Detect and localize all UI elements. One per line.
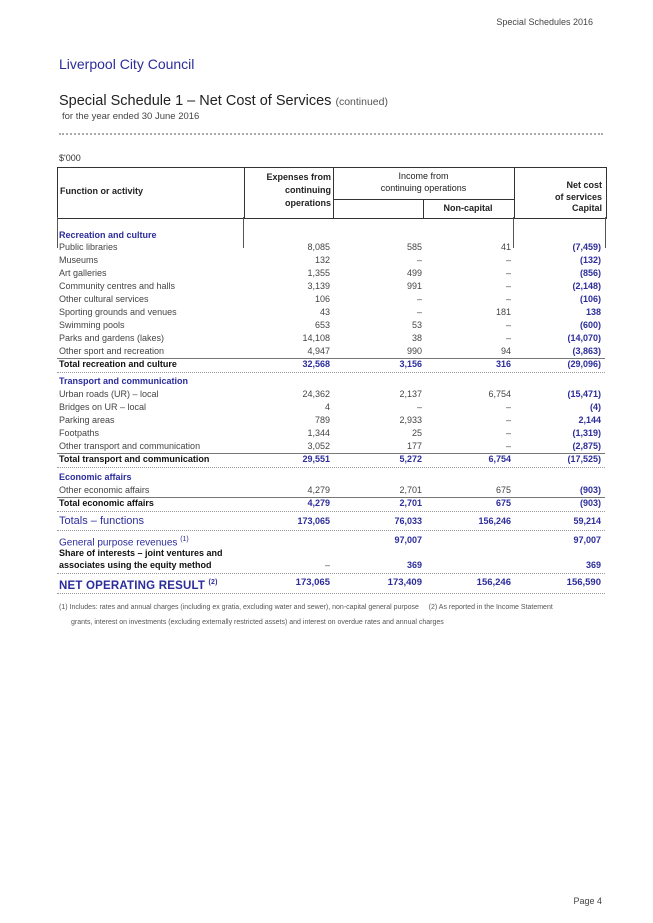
cell-expenses: 43 — [319, 307, 330, 317]
cell-expenses: 132 — [314, 255, 330, 265]
cell-expenses: 8,085 — [307, 242, 330, 252]
footnote-ref: (1) — [180, 536, 189, 543]
cell-expenses: 4 — [324, 402, 330, 412]
totals-functions-label: Totals – functions — [59, 515, 144, 527]
cell-net-cost: 2,144 — [578, 415, 601, 425]
divider — [59, 133, 603, 135]
cell-capital: – — [505, 294, 511, 304]
total-row — [57, 453, 605, 466]
section-divider — [57, 511, 605, 512]
cell-net-cost: 369 — [585, 560, 601, 570]
cell-non-capital: – — [416, 307, 422, 317]
total-label: Total recreation and culture — [59, 359, 177, 369]
cell-expenses: 4,947 — [307, 346, 330, 356]
cell-expenses: 106 — [314, 294, 330, 304]
table-header — [57, 167, 607, 219]
cell-capital: – — [505, 428, 511, 438]
cell-non-capital: 97,007 — [394, 535, 422, 545]
cell-net-cost: 156,590 — [566, 577, 601, 588]
cell-capital: 94 — [500, 346, 511, 356]
cell-expenses: 1,344 — [307, 428, 330, 438]
section-title-text: Transport and communication — [59, 376, 189, 386]
cell-non-capital: 585 — [406, 242, 422, 252]
table-row — [57, 293, 605, 306]
schedule-subtitle: for the year ended 30 June 2016 — [62, 111, 200, 122]
cell-expenses: 789 — [314, 415, 330, 425]
net-result-text: NET OPERATING RESULT — [59, 579, 206, 592]
row-label: Other sport and recreation — [59, 346, 165, 356]
cell-non-capital: 2,933 — [399, 415, 422, 425]
cell-non-capital: 991 — [406, 281, 422, 291]
council-name: Liverpool City Council — [59, 56, 195, 72]
col-divider — [514, 168, 515, 218]
section-divider — [57, 372, 605, 373]
cell-expenses: – — [324, 560, 330, 570]
cell-net-cost: 59,214 — [573, 516, 601, 526]
footnote-1-continued: grants, interest on investments (excluding externally restricted assets) and interest on overdue rates and annual charges — [71, 619, 444, 626]
cell-net-cost: (17,525) — [567, 454, 601, 464]
cell-expenses: 173,065 — [297, 516, 330, 526]
total-label: Total transport and communication — [59, 454, 210, 464]
cell-expenses: 173,065 — [295, 577, 330, 588]
table-row — [57, 440, 605, 453]
cell-expenses: 4,279 — [307, 498, 330, 508]
share-interests-row-2 — [57, 559, 605, 572]
cell-non-capital: 369 — [406, 560, 422, 570]
header-net-cost-2: of services — [554, 192, 602, 202]
cell-net-cost: (7,459) — [572, 242, 601, 252]
cell-expenses: 14,108 — [302, 333, 330, 343]
cell-expenses: 3,139 — [307, 281, 330, 291]
cell-net-cost: 138 — [585, 307, 601, 317]
total-row — [57, 497, 605, 510]
header-expenses-2: continuing — [285, 185, 331, 195]
footnote-2: (2) As reported in the Income Statement — [428, 604, 553, 611]
row-label: Other economic affairs — [59, 485, 150, 495]
cell-capital: – — [505, 255, 511, 265]
cell-non-capital: 499 — [406, 268, 422, 278]
general-purpose-text: General purpose revenues — [59, 537, 178, 549]
col-divider — [605, 217, 606, 248]
row-label: Parks and gardens (lakes) — [59, 333, 165, 343]
cell-non-capital: 5,272 — [399, 454, 422, 464]
table-row — [57, 280, 605, 293]
cell-capital: 156,246 — [476, 577, 511, 588]
cell-capital: – — [505, 333, 511, 343]
header-net-cost-1: Net cost — [566, 180, 602, 190]
page-header: Special Schedules 2016 — [496, 17, 593, 27]
cell-net-cost: (856) — [579, 268, 601, 278]
table-row — [57, 414, 605, 427]
page-number: Page 4 — [573, 896, 602, 906]
row-label: Other cultural services — [59, 294, 149, 304]
row-label: Sporting grounds and venues — [59, 307, 177, 317]
schedule-title-text: Special Schedule 1 – Net Cost of Services — [59, 93, 332, 109]
cell-net-cost: (29,096) — [567, 359, 601, 369]
cell-net-cost: (106) — [579, 294, 601, 304]
section-title-text: Recreation and culture — [59, 230, 157, 240]
cell-capital: 6,754 — [488, 454, 511, 464]
section-divider — [57, 573, 605, 574]
table-row — [57, 241, 605, 254]
cell-capital: 675 — [495, 498, 511, 508]
row-label: Community centres and halls — [59, 281, 176, 291]
share-interests-label-2: associates using the equity method — [59, 560, 212, 570]
cell-non-capital: – — [416, 294, 422, 304]
header-non-capital: Non-capital — [443, 203, 493, 213]
footnote-1: (1) Includes: rates and annual charges (including ex gratia, excluding water and sewer), non-capital general purpose — [59, 604, 419, 611]
cell-capital: – — [505, 320, 511, 330]
general-purpose-row — [57, 533, 605, 547]
table-row — [57, 306, 605, 319]
cell-net-cost: (15,471) — [567, 389, 601, 399]
cell-capital: 41 — [500, 242, 511, 252]
header-income-1: Income from — [398, 171, 449, 181]
total-row — [57, 358, 605, 371]
cell-capital: – — [505, 281, 511, 291]
cell-non-capital: 53 — [411, 320, 422, 330]
cell-net-cost: (903) — [579, 485, 601, 495]
cell-non-capital: 990 — [406, 346, 422, 356]
cell-non-capital: – — [416, 255, 422, 265]
section-title — [57, 471, 605, 484]
cell-non-capital: 38 — [411, 333, 422, 343]
cell-non-capital: – — [416, 402, 422, 412]
row-label: Art galleries — [59, 268, 107, 278]
header-capital: Capital — [571, 203, 602, 213]
table-row — [57, 388, 605, 401]
cell-non-capital: 2,701 — [399, 485, 422, 495]
section-title-text: Economic affairs — [59, 472, 132, 482]
net-operating-result-row — [57, 575, 605, 591]
cell-expenses: 32,568 — [302, 359, 330, 369]
row-label: Museums — [59, 255, 99, 265]
table-body — [57, 217, 605, 597]
cell-non-capital: 173,409 — [387, 577, 422, 588]
row-label: Other transport and communication — [59, 441, 201, 451]
schedule-title — [59, 93, 388, 109]
cell-capital: – — [505, 441, 511, 451]
cell-net-cost: (1,319) — [572, 428, 601, 438]
table-row — [57, 267, 605, 280]
row-label: Bridges on UR – local — [59, 402, 147, 412]
table-row — [57, 319, 605, 332]
row-label: Urban roads (UR) – local — [59, 389, 159, 399]
cell-expenses: 4,279 — [307, 485, 330, 495]
header-expenses-1: Expenses from — [266, 172, 331, 182]
units-label: $'000 — [59, 153, 81, 163]
section-title — [57, 375, 605, 388]
section-divider — [57, 467, 605, 468]
share-interests-label-1: Share of interests – joint ventures and — [59, 548, 223, 558]
row-label: Parking areas — [59, 415, 115, 425]
cell-net-cost: (132) — [579, 255, 601, 265]
cell-capital: 316 — [495, 359, 511, 369]
footnote-line-1 — [59, 600, 607, 615]
cell-capital: 181 — [495, 307, 511, 317]
cell-expenses: 653 — [314, 320, 330, 330]
col-divider — [244, 168, 245, 218]
net-result-label — [59, 575, 218, 594]
cell-expenses: 24,362 — [302, 389, 330, 399]
cell-expenses: 29,551 — [302, 454, 330, 464]
header-function: Function or activity — [60, 186, 144, 196]
table-row — [57, 332, 605, 345]
cell-capital: – — [505, 402, 511, 412]
cell-net-cost: (2,875) — [572, 441, 601, 451]
cell-net-cost: (3,863) — [572, 346, 601, 356]
section-divider — [57, 530, 605, 531]
cell-expenses: 1,355 — [307, 268, 330, 278]
table-row — [57, 345, 605, 358]
cell-net-cost: (600) — [579, 320, 601, 330]
cell-non-capital: 3,156 — [399, 359, 422, 369]
table-row — [57, 427, 605, 440]
section-divider — [57, 593, 605, 594]
continued-label: (continued) — [335, 96, 388, 108]
cell-capital: 6,754 — [488, 389, 511, 399]
footnotes — [59, 600, 607, 630]
total-label: Total economic affairs — [59, 498, 154, 508]
cell-net-cost: (14,070) — [567, 333, 601, 343]
cell-capital: – — [505, 268, 511, 278]
cell-non-capital: 2,701 — [399, 498, 422, 508]
cell-net-cost: (2,148) — [572, 281, 601, 291]
table-row — [57, 484, 605, 497]
header-expenses-3: operations — [284, 198, 331, 208]
cell-non-capital: 25 — [411, 428, 422, 438]
row-label: Public libraries — [59, 242, 118, 252]
cell-capital: 675 — [495, 485, 511, 495]
cell-capital: – — [505, 415, 511, 425]
table-row — [57, 254, 605, 267]
table-row — [57, 401, 605, 414]
cell-net-cost: 97,007 — [573, 535, 601, 545]
header-income-2: continuing operations — [380, 183, 467, 193]
footnote-ref: (2) — [208, 579, 218, 586]
cell-non-capital: 2,137 — [399, 389, 422, 399]
row-label: Footpaths — [59, 428, 100, 438]
cell-capital: 156,246 — [478, 516, 511, 526]
cell-expenses: 3,052 — [307, 441, 330, 451]
cell-net-cost: (4) — [590, 402, 601, 412]
cell-net-cost: (903) — [579, 498, 601, 508]
row-label: Swimming pools — [59, 320, 125, 330]
cell-non-capital: 76,033 — [394, 516, 422, 526]
totals-functions-row — [57, 514, 605, 529]
cell-non-capital: 177 — [406, 441, 422, 451]
